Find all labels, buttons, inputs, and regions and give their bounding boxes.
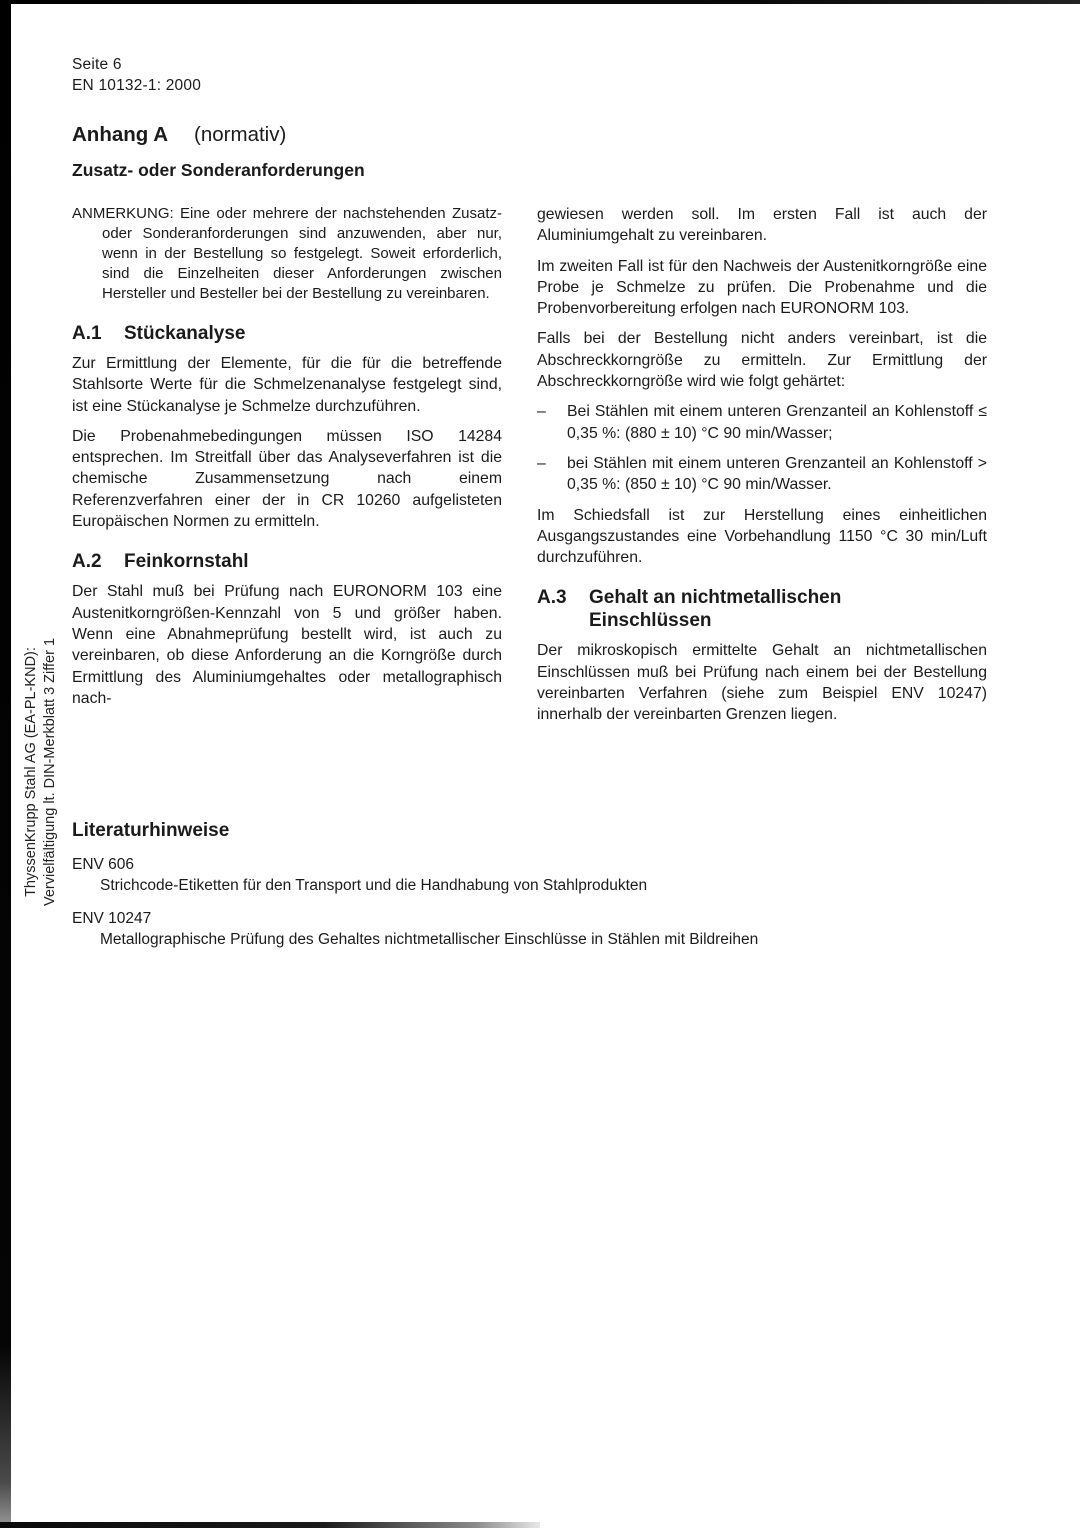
a3-paragraph-1: Der mikroskopisch ermittelte Gehalt an nichtmetallischen Einschlüssen muß bei Prüfung nach einem bei der Bestellung vereinbarten Verfahren (siehe zum Beispiel ENV 10247) innerhalb der vereinbarten Grenzen liegen. xyxy=(537,642,987,724)
literature-entry xyxy=(72,908,987,950)
section-number-a2: A.2 xyxy=(72,551,102,573)
right-column xyxy=(537,204,987,735)
scan-edge-left-bar xyxy=(0,0,11,1528)
a3-title-line2: Einschlüssen xyxy=(589,610,712,632)
section-heading-a3 xyxy=(537,586,987,632)
copyright-line1: ThyssenKrupp Stahl AG (EA-PL-KND): xyxy=(23,647,39,897)
note-paragraph xyxy=(72,204,502,304)
literature-heading: Literaturhinweise xyxy=(72,819,230,841)
page-number: Seite 6 xyxy=(72,56,122,73)
scan-edge-bottom-bar xyxy=(0,1522,540,1528)
section-heading-a1 xyxy=(72,322,502,345)
a2-paragraph-1-continuation: gewiesen werden soll. Im ersten Fall ist auch der Aluminiumgehalt zu vereinbaren. xyxy=(537,206,987,245)
section-heading-a2 xyxy=(72,550,502,573)
left-column xyxy=(72,204,502,718)
section-title-a1: Stückanalyse xyxy=(124,323,246,344)
a1-paragraph-1: Zur Ermittlung der Elemente, für die für die betreffende Stahlsorte Werte für die Schmelzenanalyse festgelegt sind, ist eine Stückanalyse je Schmelze durchzuführen. xyxy=(72,355,502,415)
a2-bullet-1 xyxy=(537,401,987,444)
scan-edge-top-bar xyxy=(0,0,1080,4)
literature-desc-env10247: Metallographische Prüfung des Gehaltes nichtmetallischer Einschlüsse in Stählen mit Bildreihen xyxy=(100,930,759,948)
a2-bullet-1-text: Bei Stählen mit einem unteren Grenzanteil an Kohlenstoff ≤ 0,35 %: (880 ± 10) °C 90 min/Wasser; xyxy=(567,403,987,442)
note-text: Eine oder mehrere der nachstehenden Zusatz- oder Sonderanforderungen sind anzuwenden, aber nur, wenn in der Bestellung so festgelegt. Soweit erforderlich, sind die Einzelheiten dieser Anforderungen zwischen Hersteller und Besteller bei der Bestellung zu vereinbaren. xyxy=(102,205,502,302)
section-number-a3: A.3 xyxy=(537,587,567,609)
annex-subtitle: Zusatz- oder Sonderanforderungen xyxy=(72,160,365,180)
a2-paragraph-2: Im zweiten Fall ist für den Nachweis der Austenitkorngröße eine Probe je Schmelze zu prüfen. Die Probenahme und die Probenvorbereitung erfolgen nach EURONORM 103. xyxy=(537,257,987,318)
a2-paragraph-1: Der Stahl muß bei Prüfung nach EURONORM 103 eine Austenitkorngrößen-Kennzahl von 5 und größer haben. Wenn eine Abnahmeprüfung bestellt wird, ist auch zu vereinbaren, ob diese Anforderung an die Korngröße durch Ermittlung des Aluminiumgehaltes oder metallographisch nach- xyxy=(72,583,502,707)
document-header xyxy=(72,54,987,96)
standard-designation: EN 10132-1: 2000 xyxy=(72,77,202,94)
dash-marker: – xyxy=(537,403,546,421)
a3-title-line1: Gehalt an nichtmetallischen xyxy=(589,587,842,609)
page-content xyxy=(72,54,987,962)
literature-ref-env10247: ENV 10247 xyxy=(72,909,152,927)
a2-paragraph-3: Falls bei der Bestellung nicht anders vereinbart, ist die Abschreckkorngröße zu ermitteln. Zur Ermittlung der Abschreckkorngröße wird wie folgt gehärtet: xyxy=(537,330,987,391)
annex-title-name: Anhang A xyxy=(72,123,169,146)
vertical-copyright-stamp xyxy=(22,634,62,910)
section-title-a2: Feinkornstahl xyxy=(124,551,249,573)
annex-title-qualifier: (normativ) xyxy=(194,123,287,146)
a2-bullet-2-text: bei Stählen mit einem unteren Grenzanteil an Kohlenstoff > 0,35 %: (850 ± 10) °C 90 min/Wasser. xyxy=(567,454,987,494)
note-label: ANMERKUNG: xyxy=(72,205,174,222)
annex-title xyxy=(72,123,987,147)
a1-paragraph-2: Die Probenahmebedingungen müssen ISO 14284 entsprechen. Im Streitfall über das Analyseverfahren ist die chemische Zusammensetzung nach einem Referenzverfahren einer der in CR 10260 aufgelisteten Europäischen Normen zu ermitteln. xyxy=(72,427,502,531)
literature-entry xyxy=(72,854,987,896)
a2-paragraph-4: Im Schiedsfall ist zur Herstellung eines einheitlichen Ausgangszustandes eine Vorbehandlung 1150 °C 30 min/Luft durchzuführen. xyxy=(537,506,987,567)
section-number-a1: A.1 xyxy=(72,323,102,344)
dash-marker: – xyxy=(537,454,546,472)
copyright-line2: Vervielfältigung lt. DIN-Merkblatt 3 Ziffer 1 xyxy=(42,637,58,907)
a2-bullet-2 xyxy=(537,453,987,496)
literature-ref-env606: ENV 606 xyxy=(72,855,135,873)
literature-desc-env606: Strichcode-Etiketten für den Transport und die Handhabung von Stahlprodukten xyxy=(100,876,648,894)
section-title-a3 xyxy=(589,586,987,632)
two-column-layout xyxy=(72,204,987,735)
literature-section xyxy=(72,819,987,950)
